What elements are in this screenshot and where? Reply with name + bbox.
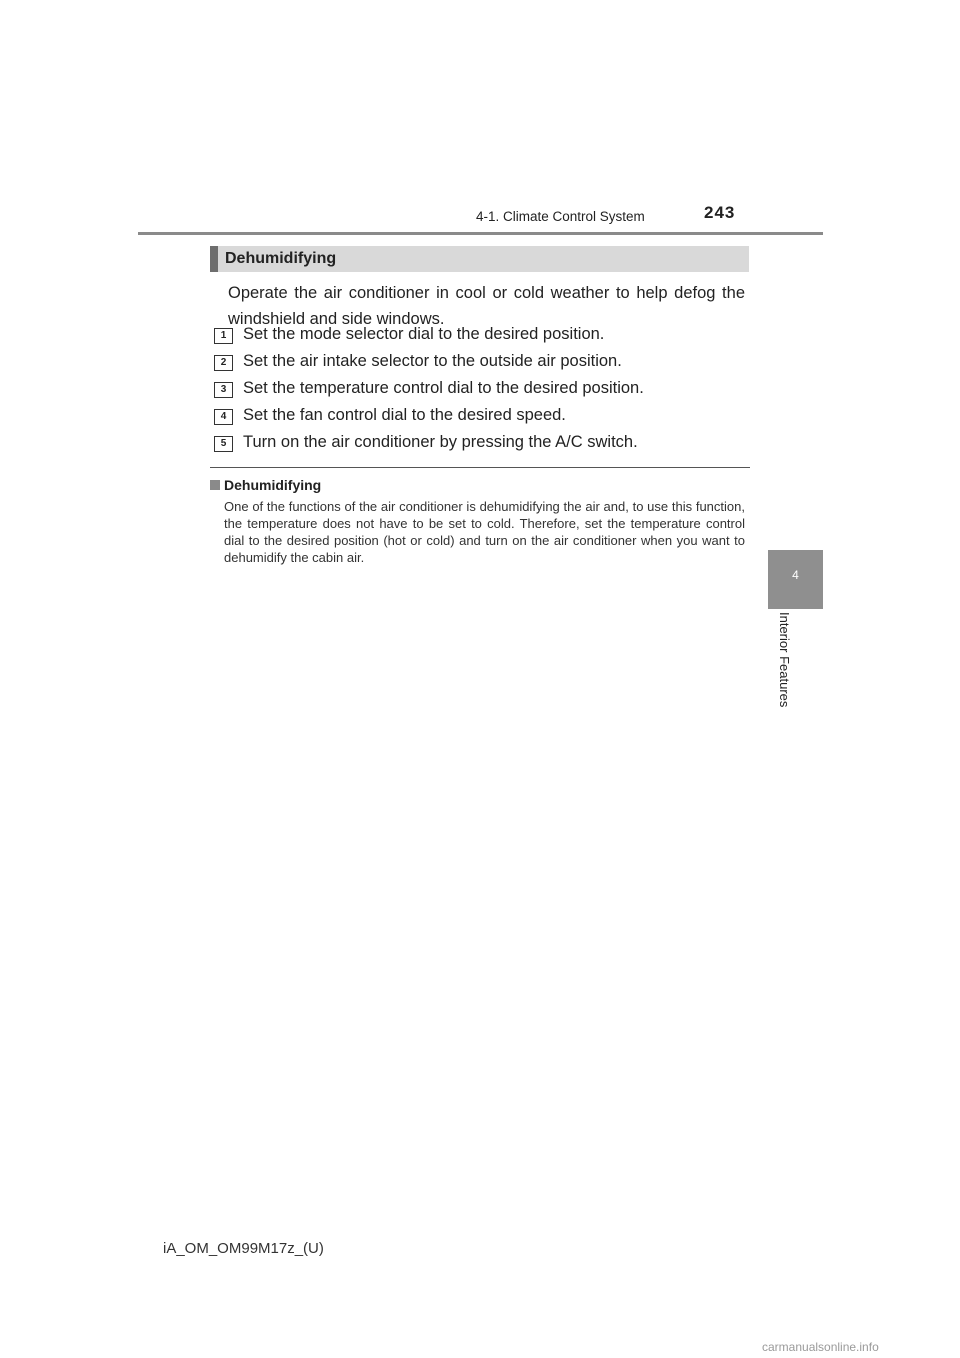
header-rule — [138, 232, 823, 235]
square-bullet-icon — [210, 480, 220, 490]
page-number: 243 — [704, 203, 736, 222]
step-number-badge: 4 — [214, 409, 233, 425]
note-heading — [210, 477, 321, 493]
step-number-badge: 5 — [214, 436, 233, 452]
section-title: Dehumidifying — [225, 250, 337, 267]
watermark: carmanualsonline.info — [762, 1340, 879, 1354]
chapter-title: Interior Features — [777, 612, 792, 708]
step-text: Set the fan control dial to the desired speed. — [243, 406, 566, 424]
chapter-number: 4 — [792, 568, 799, 582]
section-heading-bar — [210, 246, 749, 272]
step-text: Set the air intake selector to the outside air position. — [243, 352, 622, 370]
intro-paragraph: Operate the air conditioner in cool or cold weather to help defog the windshield and side windows. — [228, 284, 745, 328]
manual-code: iA_OM_OM99M17z_(U) — [163, 1240, 324, 1257]
note-heading-text: Dehumidifying — [224, 477, 322, 493]
step-number-badge: 3 — [214, 382, 233, 398]
header-section-title: 4-1. Climate Control System — [476, 209, 645, 224]
step-text: Set the temperature control dial to the desired position. — [243, 379, 644, 397]
step-number-badge: 2 — [214, 355, 233, 371]
step-number-badge: 1 — [214, 328, 233, 344]
chapter-tab — [768, 550, 823, 609]
section-divider — [210, 467, 750, 468]
step-text: Turn on the air conditioner by pressing the A/C switch. — [243, 433, 638, 451]
note-body: One of the functions of the air conditioner is dehumidifying the air and, to use this function, the temperature does not have to be set to cold. Therefore, set the temperature control dial to the desired position (hot or cold) and turn on the air conditioner when you want to dehumidify the cabin air. — [224, 499, 745, 565]
step-text: Set the mode selector dial to the desired position. — [243, 325, 605, 343]
